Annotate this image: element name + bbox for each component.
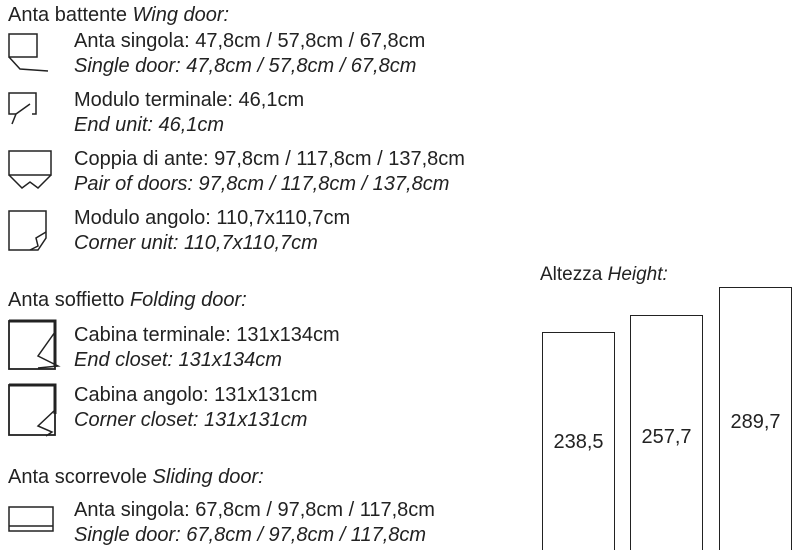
end-unit-label-it: Modulo terminale: 46,1cm — [74, 89, 305, 111]
sliding-door-icon — [8, 506, 56, 534]
single-door-label-en: Single door: 47,8cm / 57,8cm / 67,8cm — [74, 55, 417, 77]
height-box-3 — [719, 287, 792, 550]
corner-unit-label-en: Corner unit: 110,7x110,7cm — [74, 232, 318, 254]
pair-of-doors-icon — [8, 150, 56, 192]
corner-unit-icon — [8, 210, 50, 254]
single-door-label-it: Anta singola: 47,8cm / 57,8cm / 67,8cm — [74, 30, 426, 52]
height-title: Altezza Height: — [540, 264, 668, 285]
corner-unit-label-it: Modulo angolo: 110,7x110,7cm — [74, 207, 351, 229]
height-value-1: 238,5 — [553, 431, 604, 453]
height-box-1 — [542, 332, 615, 550]
end-closet-label-en: End closet: 131x134cm — [74, 349, 282, 371]
corner-closet-label-en: Corner closet: 131x131cm — [74, 409, 308, 431]
corner-closet-icon — [8, 384, 60, 438]
section-title-wing-door: Anta battente Wing door: — [8, 4, 230, 26]
end-unit-label-en: End unit: 46,1cm — [74, 114, 225, 136]
height-value-2: 257,7 — [641, 426, 692, 448]
end-unit-door-icon — [8, 92, 40, 126]
height-box-2 — [630, 315, 703, 550]
end-closet-icon — [8, 320, 60, 372]
section-title-folding-door: Anta soffietto Folding door: — [8, 289, 247, 311]
sliding-door-label-it: Anta singola: 67,8cm / 97,8cm / 117,8cm — [74, 499, 435, 521]
pair-of-doors-label-en: Pair of doors: 97,8cm / 117,8cm / 137,8cm — [74, 173, 450, 195]
corner-closet-label-it: Cabina angolo: 131x131cm — [74, 384, 318, 406]
end-closet-label-it: Cabina terminale: 131x134cm — [74, 324, 340, 346]
pair-of-doors-label-it: Coppia di ante: 97,8cm / 117,8cm / 137,8cm — [74, 148, 465, 170]
section-title-sliding-door: Anta scorrevole Sliding door: — [8, 466, 264, 488]
single-wing-door-icon — [8, 33, 40, 75]
height-value-3: 289,7 — [730, 411, 781, 433]
sliding-door-label-en: Single door: 67,8cm / 97,8cm / 117,8cm — [74, 524, 427, 546]
